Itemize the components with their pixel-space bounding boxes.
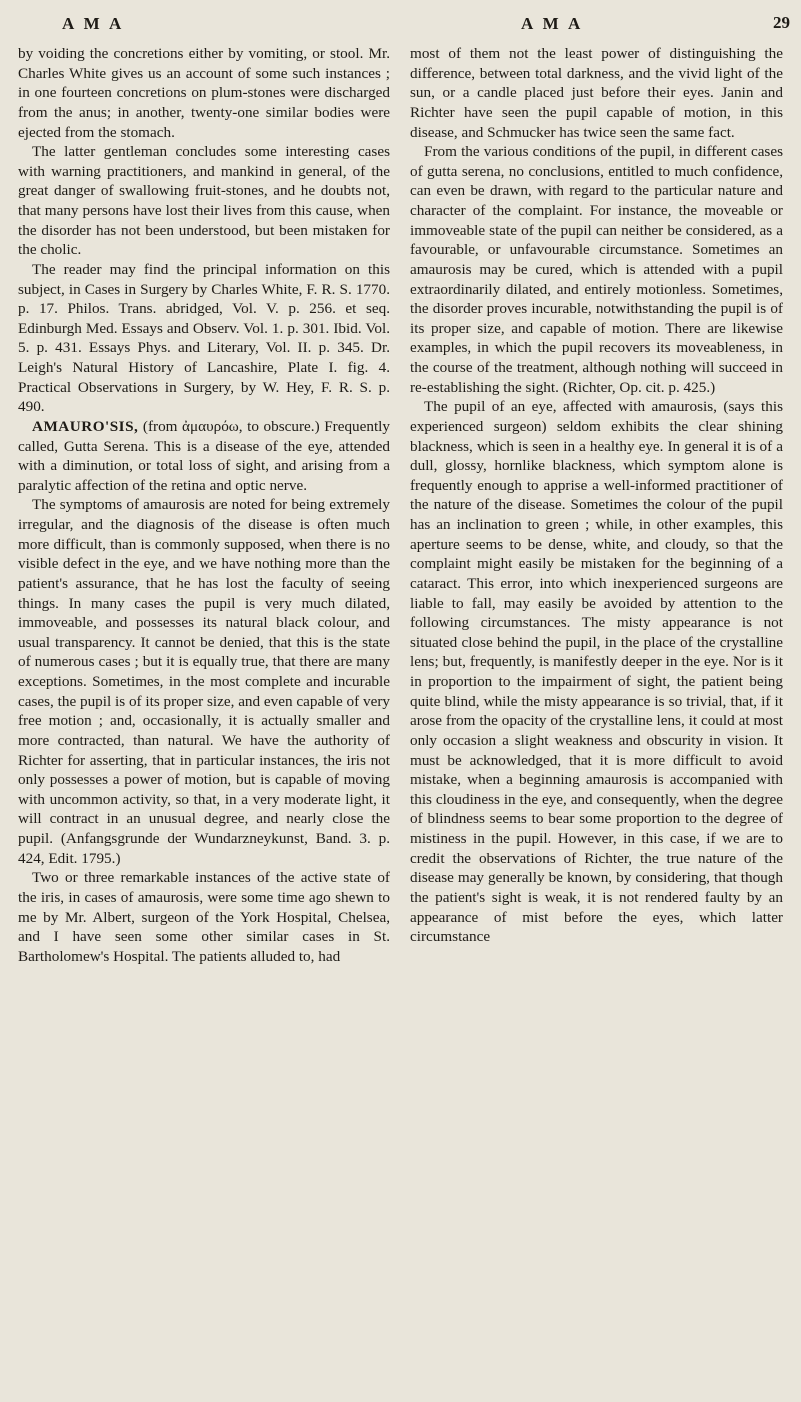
entry-definition: (from ἀμαυρόω, to obscure.) Frequently called, Gutta Serena. This is a disease of the eye, attended with a diminution, or total loss of sight, and arising from a paralytic affection of the retina and optic nerve. bbox=[18, 417, 390, 494]
paragraph: The pupil of an eye, affected with amaurosis, (says this experienced surgeon) seldom exhibits the clear shining blackness, which is seen in a healthy eye. In general it is of a dull, glossy, hornlike blackness, which symptom alone is frequently enough to apprise a well-informed practitioner of the nature of the disease. Sometimes the colour of the pupil has an inclination to green ; while, in other examples, this aperture seems to be dense, white, and cloudy, so that the complaint might easily be mistaken for the beginning of a cataract. This error, into which inexperienced surgeons are liable to fall, may easily be avoided by attention to the following circumstances. The misty appearance is not situated close behind the pupil, in the place of the crystalline lens; but, frequently, is manifestly deeper in the eye. Nor is it in proportion to the impairment of sight, the patient being quite blind, while the misty appearance is so trivial, that, if it arose from the opacity of the crystalline lens, it could at most only occasion a slight weakness and obscurity in vision. It must be acknowledged, that it is more difficult to avoid mistake, when a beginning amaurosis is accompanied with this cloudiness in the eye, and consequently, when the degree of blindness seems to bear some proportion to the degree of mistiness in the pupil. However, in this case, if we are to credit the observations of Richter, the true nature of the disease may generally be known, by considering, that though the patient's sight is weak, it is not rendered faulty by an appearance of mist before the eyes, which latter circumstance bbox=[410, 398, 783, 946]
entry-paragraph bbox=[18, 417, 390, 496]
paragraph: From the various conditions of the pupil, in different cases of gutta serena, no conclusions, entitled to much confidence, can even be drawn, with regard to the particular nature and character of the complaint. For instance, the moveable or immoveable state of the pupil can neither be considered, as a favourable, or unfavourable circumstance. Sometimes an amaurosis may be cured, which is attended with a pupil extraordinarily dilated, and entirely motionless. Sometimes, the disorder proves incurable, notwithstanding the pupil is of its proper size, and capable of motion. There are likewise examples, in which the pupil recovers its moveableness, in the course of the treatment, although nothing will succeed in re-establishing the sight. (Richter, Op. cit. p. 425.) bbox=[410, 143, 783, 396]
entry-headword: AMAURO'SIS, bbox=[32, 417, 139, 435]
running-header-right: A M A bbox=[521, 14, 584, 33]
paragraph: The symptoms of amaurosis are noted for being extremely irregular, and the diagnosis of the disease is often much more difficult, than is commonly supposed, when there is no visible defect in the eye, and we have nothing more than the patient's assurance, that he has lost the faculty of seeing things. In many cases the pupil is very much dilated, immoveable, and possesses its natural black colour, and usual transparency. It cannot be denied, that this is the state of numerous cases ; but it is equally true, that there are many exceptions. Sometimes, in the most complete and incurable cases, the pupil is of its proper size, and even capable of very free motion ; and, occasionally, it is actually smaller and more contracted, than natural. We have the authority of Richter for asserting, that in particular instances, the iris not only possesses a power of motion, but is capable of moving with uncommon activity, so that, in a very moderate light, it will contract in an unusual degree, and nearly close the pupil. (Anfangsgrunde der Wundarzneykunst, Band. 3. p. 424, Edit. 1795.) bbox=[18, 496, 390, 867]
running-header-left: A M A bbox=[62, 14, 125, 33]
paragraph: The latter gentleman concludes some interesting cases with warning practitioners, and mankind in general, of the great danger of swallowing fruit-stones, and he doubts not, that many persons have lost their lives from this cause, when the disorder has not been understood, but been mistaken for the cholic. bbox=[18, 143, 390, 259]
paragraph: The reader may find the principal information on this subject, in Cases in Surgery by Charles White, F. R. S. 1770. p. 17. Philos. Trans. abridged, Vol. V. p. 256. et seq. Edinburgh Med. Essays and Observ. Vol. 1. p. 301. Ibid. Vol. 5. p. 431. Essays Phys. and Literary, Vol. II. p. 345. Dr. Leigh's Natural History of Lancashire, Plate I. fig. 4. Practical Observations in Surgery, by W. Hey, F. R. S. p. 490. bbox=[18, 260, 390, 416]
right-column bbox=[410, 44, 783, 947]
paragraph: Two or three remarkable instances of the active state of the iris, in cases of amaurosis, were some time ago shewn to me by Mr. Albert, surgeon of the York Hospital, Chelsea, and I have seen some other similar cases in St. Bartholomew's Hospital. The patients alluded to, had bbox=[18, 869, 390, 965]
page-number: 29 bbox=[773, 13, 790, 32]
paragraph: most of them not the least power of distinguishing the difference, between total darkness, and the vivid light of the sun, or a candle placed just before their eyes. Janin and Richter have seen the pupil capable of motion, in this disease, and Schmucker has twice seen the same fact. bbox=[410, 45, 783, 141]
left-column bbox=[18, 44, 390, 966]
paragraph: by voiding the concretions either by vomiting, or stool. Mr. Charles White gives us an account of some such instances ; in one fourteen concretions on plum-stones were discharged from the anus; in another, twenty-one similar bodies were ejected from the stomach. bbox=[18, 45, 390, 141]
